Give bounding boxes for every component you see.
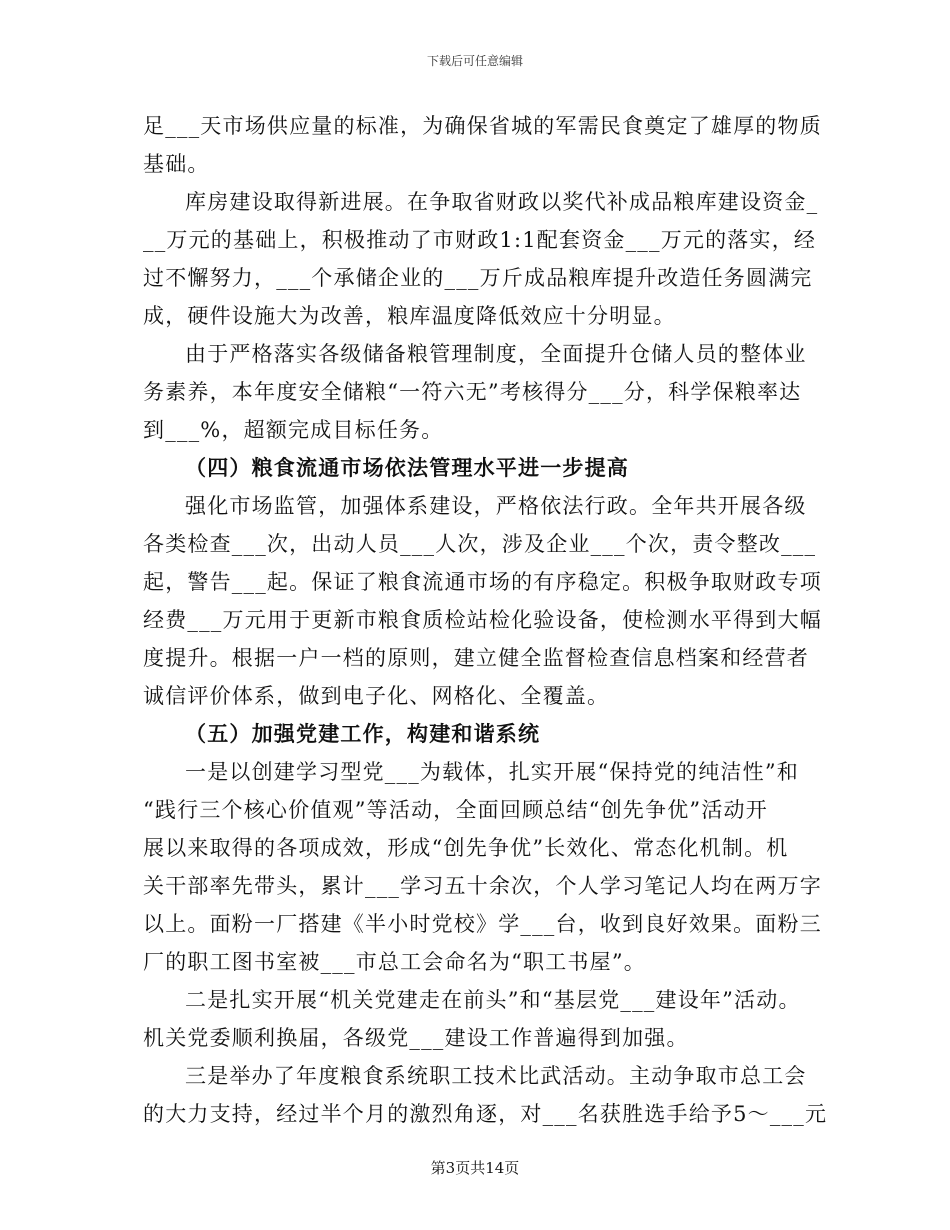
paragraph-line: 到___%，超额完成目标任务。 bbox=[143, 418, 444, 442]
page-header-note: 下载后可任意编辑 bbox=[426, 54, 523, 68]
paragraph-line: 关干部率先带头，累计___学习五十余次，个人学习笔记人均在两万字 bbox=[143, 874, 822, 898]
paragraph-line: 经费___万元用于更新市粮食质检站检化验设备，使检测水平得到大幅 bbox=[143, 608, 822, 632]
paragraph-line: 二是扎实开展“机关党建走在前头”和“基层党___建设年”活动。 bbox=[185, 988, 801, 1012]
paragraph-line: 过不懈努力，___个承储企业的___万斤成品粮库提升改造任务圆满完 bbox=[143, 266, 813, 290]
paragraph-line: 诚信评价体系，做到电子化、网格化、全覆盖。 bbox=[143, 684, 610, 708]
paragraph-line: 务素养，本年度安全储粮“一符六无”考核得分___分，科学保粮率达 bbox=[143, 380, 802, 404]
paragraph-line: “践行三个核心价值观”等活动，全面回顾总结“创先争优”活动开 bbox=[143, 798, 768, 822]
paragraph-line: 展以来取得的各项成效，形成“创先争优”长效化、常态化机制。机 bbox=[143, 836, 789, 860]
paragraph-line: 库房建设取得新进展。在争取省财政以奖代补成品粮库建设资金_ bbox=[185, 190, 819, 214]
paragraph-line: 厂的职工图书室被___市总工会命名为“职工书屋”。 bbox=[143, 950, 646, 974]
section-heading: （五）加强党建工作，构建和谐系统 bbox=[185, 721, 541, 746]
paragraph-line: 足___天市场供应量的标准，为确保省城的军需民食奠定了雄厚的物质 bbox=[143, 114, 822, 138]
document-body bbox=[143, 107, 833, 1133]
paragraph-line: 一是以创建学习型党___为载体，扎实开展“保持党的纯洁性”和 bbox=[185, 760, 799, 784]
paragraph-line: 以上。面粉一厂搭建《半小时党校》学___台，收到良好效果。面粉三 bbox=[143, 912, 822, 936]
paragraph-line: 由于严格落实各级储备粮管理制度，全面提升仓储人员的整体业 bbox=[185, 342, 807, 366]
paragraph-line: __万元的基础上，积极推动了市财政1:1配套资金___万元的落实，经 bbox=[143, 228, 817, 252]
paragraph-line: 三是举办了年度粮食系统职工技术比武活动。主动争取市总工会 bbox=[185, 1064, 807, 1088]
paragraph-line: 起，警告___起。保证了粮食流通市场的有序稳定。积极争取财政专项 bbox=[143, 570, 822, 594]
section-heading: （四）粮食流通市场依法管理水平进一步提高 bbox=[185, 455, 629, 480]
paragraph-line: 成，硬件设施大为改善，粮库温度降低效应十分明显。 bbox=[143, 304, 676, 328]
paragraph-line: 机关党委顺利换届，各级党___建设工作普遍得到加强。 bbox=[143, 1026, 689, 1050]
paragraph-line: 度提升。根据一户一档的原则，建立健全监督检查信息档案和经营者 bbox=[143, 646, 809, 670]
paragraph-line: 的大力支持，经过半个月的激烈角逐，对___名获胜选手给予5～___元 bbox=[143, 1102, 828, 1126]
paragraph-line: 强化市场监管，加强体系建设，严格依法行政。全年共开展各级 bbox=[185, 494, 807, 518]
paragraph-line: 各类检查___次，出动人员___人次，涉及企业___个次，责令整改___ bbox=[143, 532, 817, 556]
page-number: 第3页共14页 bbox=[430, 1159, 520, 1177]
paragraph-line: 基础。 bbox=[143, 152, 210, 176]
